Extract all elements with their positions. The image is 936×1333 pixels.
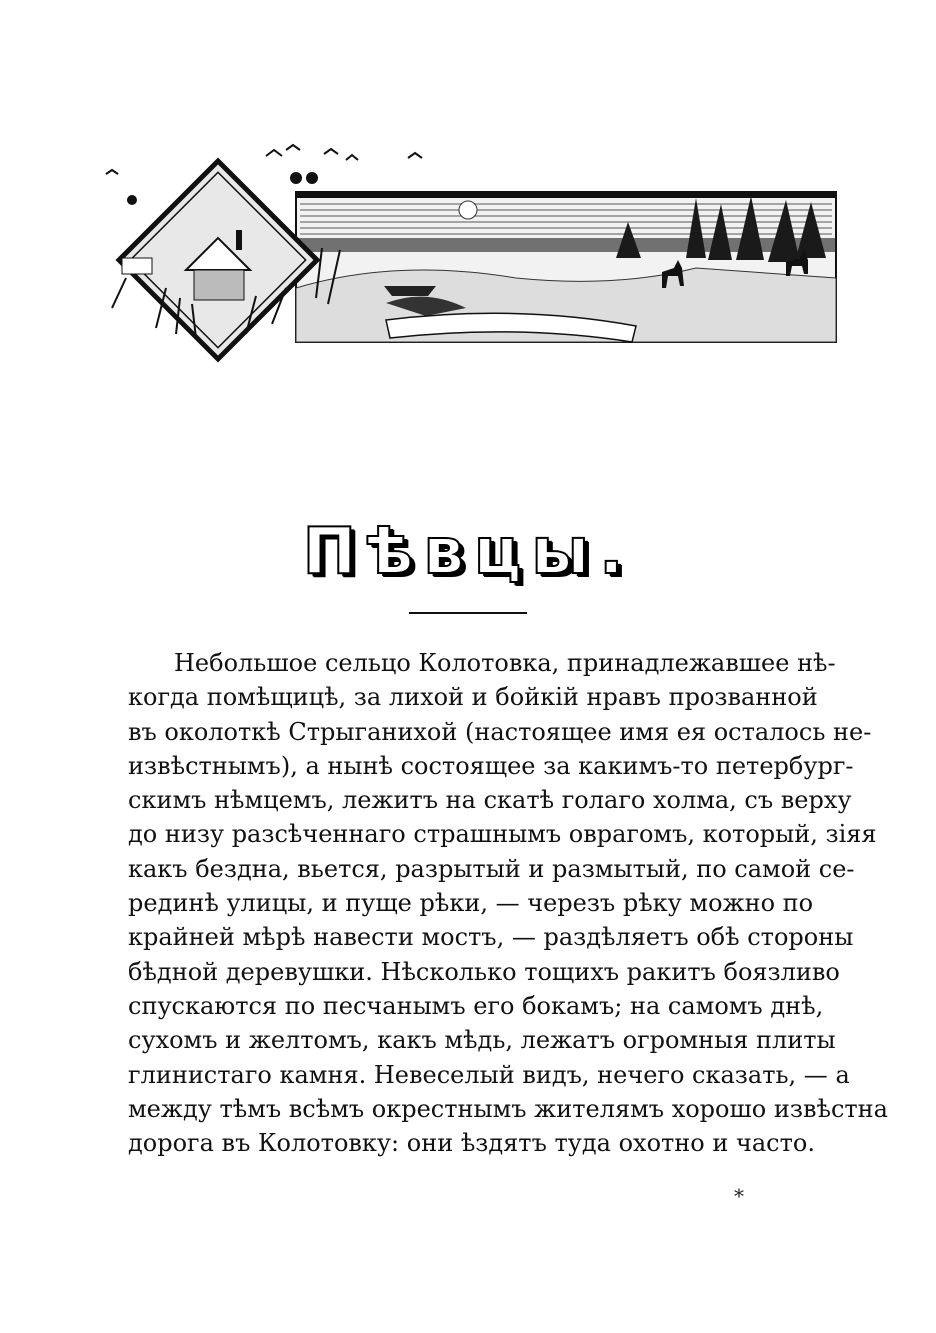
text-line: между тѣмъ всѣмъ окрестнымъ жителямъ хорошо извѣстна — [128, 1094, 888, 1123]
text-line: когда помѣщицѣ, за лихой и бойкій нравъ прозванной — [128, 683, 818, 712]
text-line: глинистаго камня. Невеселый видъ, нечего сказать, — а — [128, 1060, 850, 1089]
footnote-mark: * — [734, 1184, 744, 1208]
text-line: дорога въ Колотовку: они ѣздятъ туда охотно и часто. — [128, 1129, 815, 1158]
body-paragraph — [128, 646, 888, 1160]
text-line: извѣстнымъ), а нынѣ состоящее за какимъ-то петербург- — [128, 751, 854, 780]
text-line: въ околоткѣ Стрыганихой (настоящее имя ея осталось не- — [128, 717, 872, 746]
text-line: Небольшое сельцо Колотовка, принадлежавшее нѣ- — [174, 649, 836, 677]
text-line: крайней мѣрѣ навести мостъ, — раздѣляетъ обѣ стороны — [128, 923, 854, 952]
text-line: спускаются по песчанымъ его бокамъ; на самомъ днѣ, — [128, 991, 824, 1020]
text-line: рединѣ улицы, и пуще рѣки, — черезъ рѣку можно по — [128, 889, 814, 918]
text-line: сухомъ и желтомъ, какъ мѣдь, лежатъ огромныя плиты — [128, 1026, 836, 1055]
chapter-title: Пѣвцы. — [302, 515, 634, 589]
title-divider — [409, 612, 527, 614]
text-line: скимъ нѣмцемъ, лежитъ на скатѣ голаго холма, съ верху — [128, 786, 852, 815]
text-line: какъ бездна, вьется, разрытый и размытый, по самой се- — [128, 854, 855, 883]
header-vignette-illustration — [96, 138, 842, 376]
text-line: до низу разсѣченнаго страшнымъ оврагомъ, который, зіяя — [128, 820, 877, 849]
text-line: бѣдной деревушки. Нѣсколько тощихъ ракитъ боязливо — [128, 957, 840, 986]
